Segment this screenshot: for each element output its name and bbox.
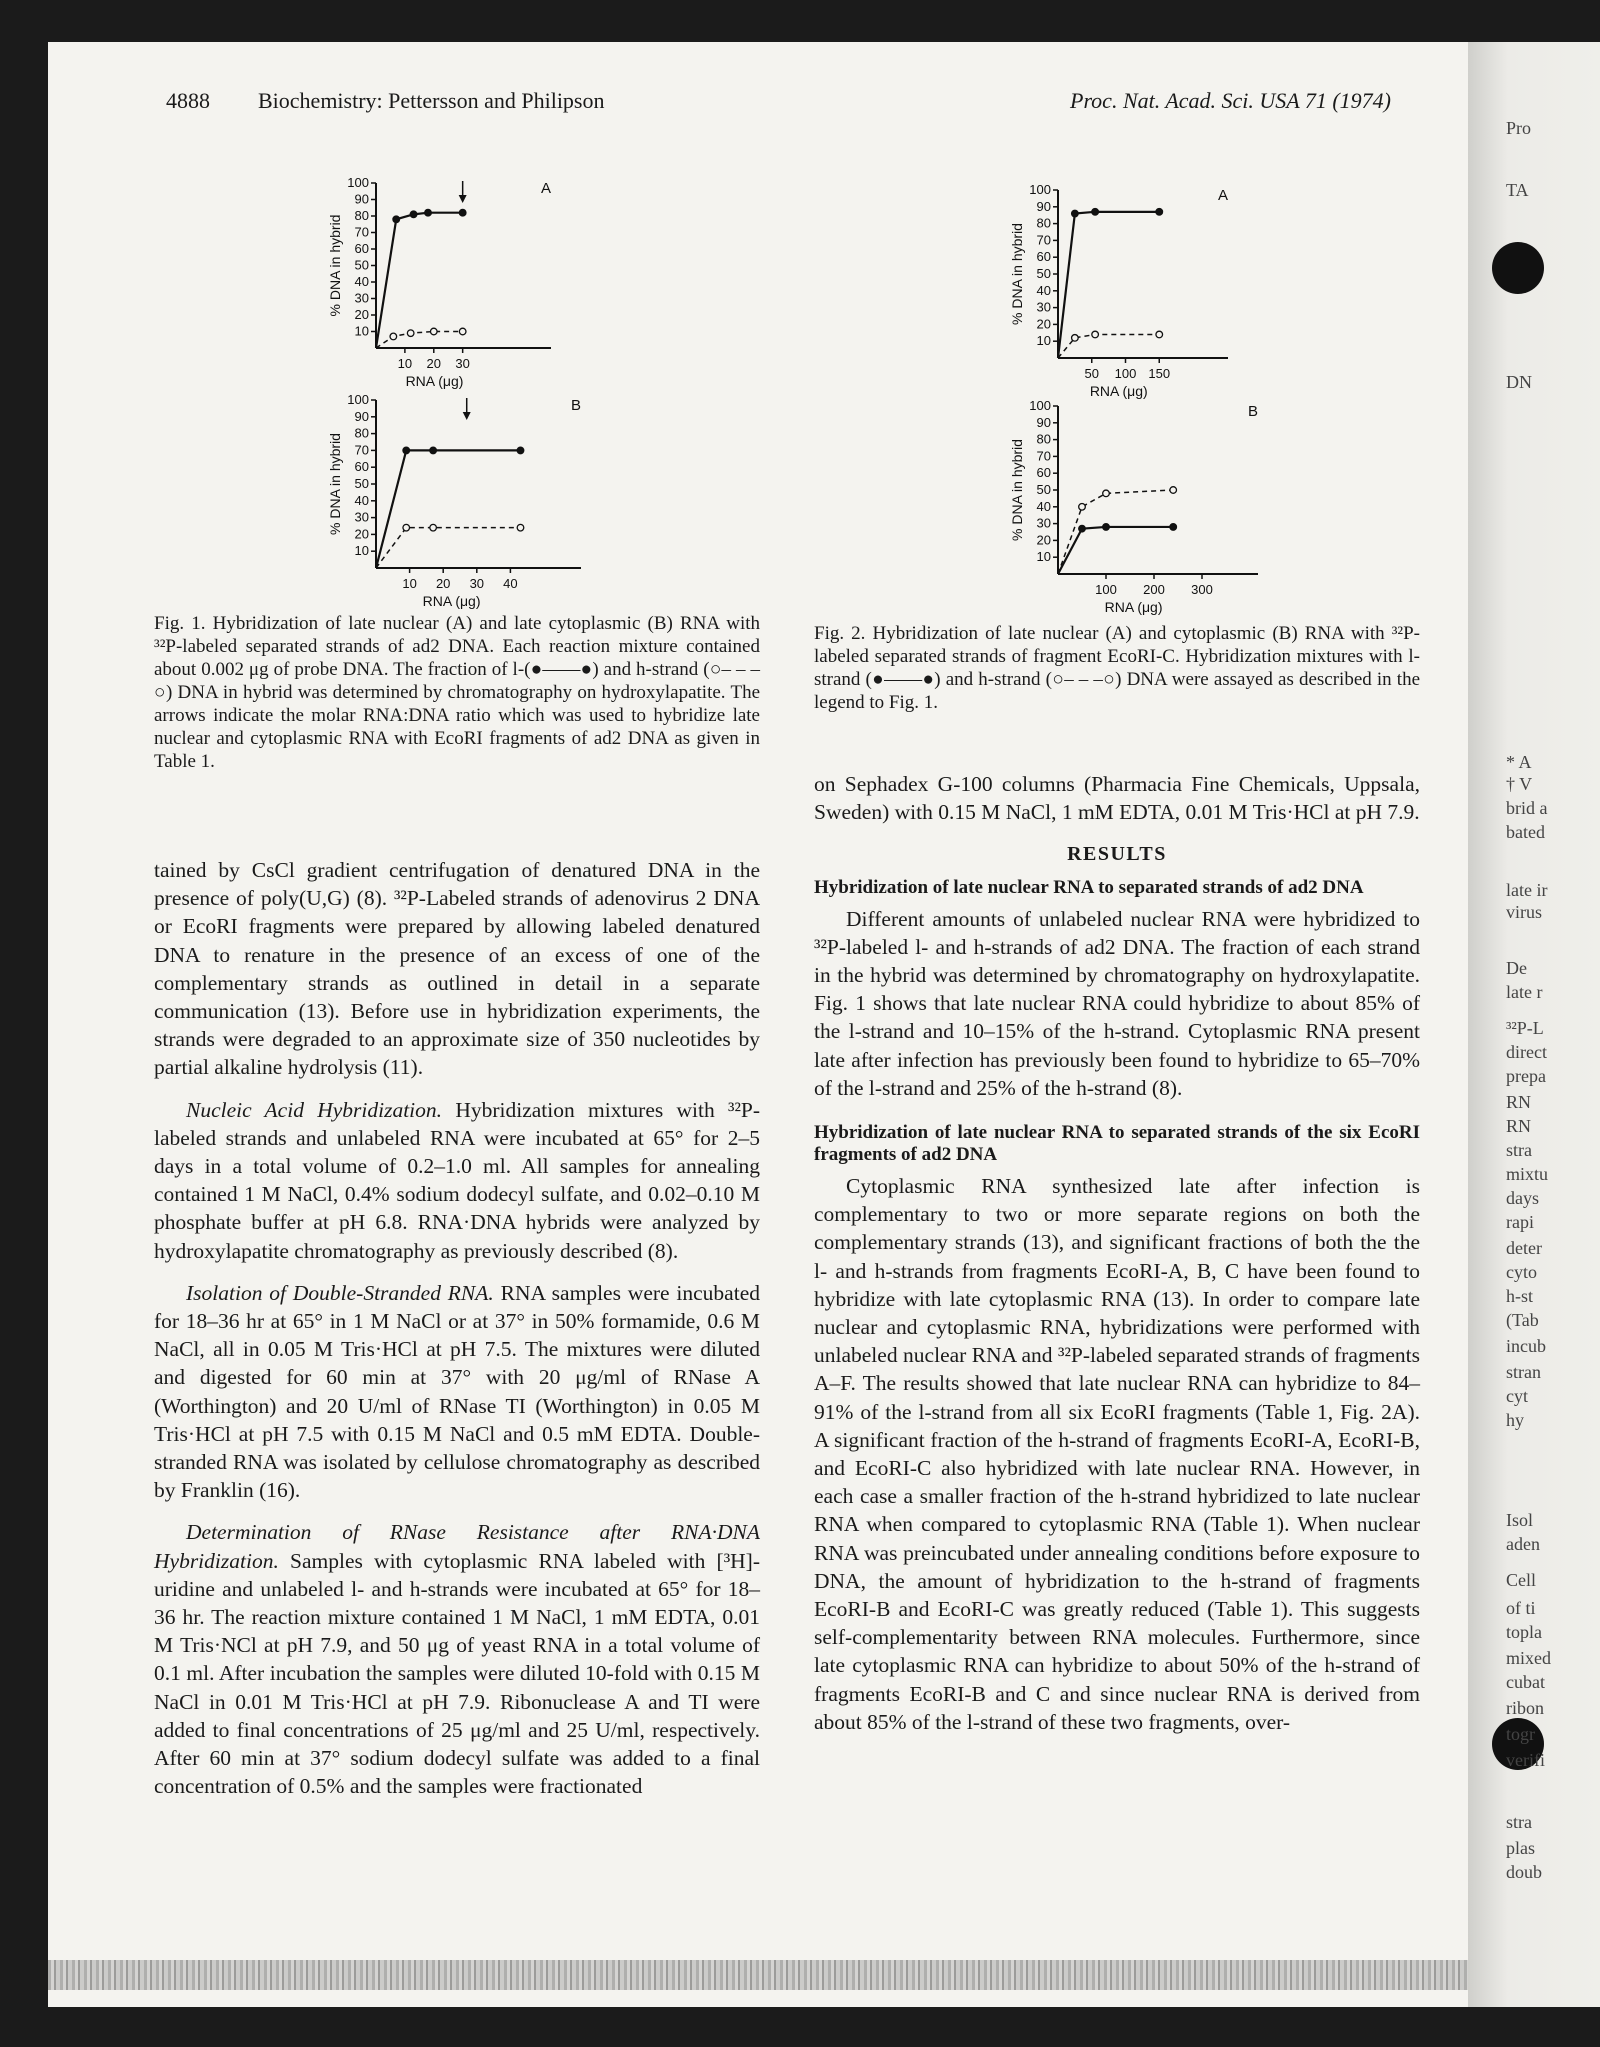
- h-strand-data-point: [403, 524, 410, 531]
- y-tick-label: 30: [1036, 515, 1051, 531]
- sliver-text-fragment: topla: [1506, 1622, 1542, 1642]
- y-tick-label: 80: [1036, 431, 1051, 447]
- y-tick-label: 40: [1036, 282, 1051, 298]
- y-tick-label: 10: [354, 323, 369, 339]
- y-tick-label: 40: [354, 274, 369, 289]
- y-tick-label: 50: [354, 476, 369, 491]
- x-tick-label: 100: [1114, 366, 1137, 381]
- l-strand-data-point: [403, 447, 410, 454]
- y-tick-label: 100: [1029, 398, 1051, 413]
- y-tick-label: 30: [354, 290, 369, 306]
- y-tick-label: 60: [354, 241, 369, 256]
- y-tick-label: 70: [1036, 232, 1051, 248]
- sliver-text-fragment: De: [1506, 958, 1527, 978]
- x-tick-label: 300: [1191, 582, 1213, 597]
- y-tick-label: 100: [347, 175, 369, 190]
- arrow-head: [459, 195, 467, 203]
- l-strand-data-point: [393, 216, 400, 223]
- left-column: [154, 856, 760, 1801]
- sliver-text-fragment: ribon: [1506, 1698, 1544, 1718]
- l-strand-data-point: [410, 211, 417, 218]
- x-axis-label: RNA (μg): [1089, 383, 1148, 399]
- y-tick-label: 60: [1036, 465, 1051, 481]
- sliver-text-fragment: stra: [1506, 1812, 1532, 1832]
- h-strand-series-line: [376, 528, 520, 568]
- page-number: 4888: [166, 88, 210, 113]
- h-strand-data-point: [1103, 490, 1110, 497]
- body-paragraph: Different amounts of unlabeled nuclear RNA were hybridized to ³²P-labeled l- and h-strands of ad2 DNA. The fraction of each strand in the hybrid was determined by chromatography on hydroxylapatite. Fig. 1 shows that late nuclear RNA could hybridize to about 85% of the l-strand and 10–15% of the h-strand. Cytoplasmic RNA present late after infection has previously been found to hybridize to 65–70% of the l-strand and 25% of the h-strand (8).: [814, 906, 1420, 1100]
- l-strand-series-line: [376, 213, 463, 348]
- l-strand-series-line: [376, 450, 520, 568]
- l-strand-data-point: [459, 209, 466, 216]
- sliver-text-fragment: doub: [1506, 1862, 1542, 1882]
- l-strand-data-point: [1170, 524, 1177, 531]
- sliver-text-fragment: virus: [1506, 902, 1542, 922]
- y-tick-label: 80: [354, 425, 369, 441]
- y-tick-label: 70: [1036, 448, 1051, 464]
- paragraph-title: Determination of RNase Resistance after RNA·DNA Hybridization.: [154, 1520, 760, 1573]
- x-tick-label: 30: [469, 576, 485, 591]
- figure-1a-chart: [318, 166, 568, 391]
- figure-2-caption: Fig. 2. Hybridization of late nuclear (A) and cytoplasmic (B) RNA with ³²P-labeled separated strands of fragment EcoRI-C. Hybridization mixtures with l-strand (●——●) and h-strand (○– – –○) DNA were assayed as described in the legend to Fig. 1.: [814, 623, 1420, 713]
- h-strand-data-point: [407, 330, 414, 337]
- panel-label: B: [571, 397, 582, 414]
- y-tick-label: 80: [354, 208, 369, 223]
- sliver-text-fragment: direct: [1506, 1042, 1547, 1062]
- figure-2b-chart: [1000, 394, 1260, 620]
- section-heading: RESULTS: [1067, 843, 1167, 866]
- y-tick-label: 20: [354, 526, 369, 542]
- arrow-head: [463, 412, 471, 420]
- sliver-text-fragment: † V: [1506, 774, 1533, 794]
- running-head-right: Proc. Nat. Acad. Sci. USA 71 (1974): [1070, 88, 1391, 113]
- sliver-text-fragment: mixtu: [1506, 1164, 1549, 1184]
- y-tick-label: 80: [1036, 215, 1051, 231]
- y-tick-label: 70: [354, 442, 369, 458]
- sliver-text-fragment: cyto: [1506, 1262, 1537, 1282]
- y-tick-label: 60: [354, 459, 369, 475]
- y-tick-label: 10: [1036, 333, 1051, 349]
- h-strand-data-point: [1072, 335, 1079, 342]
- x-tick-label: 10: [397, 356, 413, 371]
- sliver-text-fragment: RN: [1506, 1116, 1532, 1136]
- sliver-text-fragment: prepa: [1506, 1066, 1546, 1086]
- x-tick-label: 30: [455, 356, 470, 371]
- h-strand-data-point: [1156, 331, 1163, 338]
- sliver-text-fragment: days: [1506, 1188, 1539, 1208]
- h-strand-series-line: [376, 332, 463, 349]
- panel-label: A: [541, 180, 552, 197]
- y-tick-label: 10: [354, 543, 369, 559]
- sliver-text-fragment: late ir: [1506, 880, 1548, 900]
- l-strand-data-point: [1072, 210, 1079, 217]
- y-tick-label: 90: [1036, 198, 1051, 214]
- y-tick-label: 60: [1036, 249, 1051, 265]
- paragraph-title: Nucleic Acid Hybridization.: [186, 1097, 443, 1122]
- sliver-text-fragment: * A: [1506, 752, 1532, 772]
- y-tick-label: 20: [1036, 532, 1051, 548]
- y-tick-label: 10: [1036, 549, 1051, 565]
- h-strand-data-point: [430, 524, 437, 531]
- sliver-text-fragment: togr: [1506, 1724, 1535, 1744]
- punch-hole: [1492, 242, 1544, 294]
- h-strand-data-point: [517, 524, 524, 531]
- x-tick-label: 20: [435, 576, 451, 591]
- x-tick-label: 10: [402, 576, 417, 591]
- x-tick-label: 50: [1084, 366, 1099, 381]
- sliver-text-fragment: Isol: [1506, 1510, 1533, 1530]
- sliver-text-fragment: deter: [1506, 1238, 1542, 1258]
- sliver-text-fragment: RN: [1506, 1092, 1532, 1112]
- x-axis-label: RNA (μg): [422, 593, 481, 609]
- sliver-text-fragment: brid a: [1506, 798, 1548, 818]
- h-strand-data-point: [430, 328, 437, 335]
- figure-2a-chart: [1000, 170, 1240, 402]
- x-axis-label: RNA (μg): [405, 373, 464, 389]
- y-tick-label: 40: [354, 492, 369, 508]
- y-tick-label: 40: [1036, 498, 1051, 514]
- y-tick-label: 20: [354, 307, 369, 322]
- sliver-text-fragment: aden: [1506, 1534, 1540, 1554]
- sliver-text-fragment: late r: [1506, 982, 1543, 1002]
- x-axis-label: RNA (μg): [1104, 599, 1163, 615]
- sliver-text-fragment: hy: [1506, 1410, 1524, 1430]
- y-tick-label: 100: [347, 392, 369, 407]
- body-paragraph: Determination of RNase Resistance after RNA·DNA Hybridization. Samples with cytoplasmic RNA labeled with [³H]-uridine and unlabeled l- and h-strands were incubated at 65° for 18–36 hr. The reaction mixture contained 1 M NaCl, 1 mM EDTA, 0.01 M Tris·NCl at pH 7.9, and 50 μg of yeast RNA in a total volume of 0.1 ml. After incubation the samples were diluted 10-fold with 0.15 M NaCl in 0.01 M Tris·HCl at pH 7.9. Ribonuclease A and TI were added to final concentrations of 25 μg/ml and 25 U/ml, respectively. After 60 min at 37° sodium dodecyl sulfate was added to a final concentration of 0.5% and the samples were fractionated: [154, 1520, 760, 1799]
- sliver-text-fragment: mixed: [1506, 1648, 1551, 1668]
- l-strand-data-point: [517, 447, 524, 454]
- x-tick-label: 40: [503, 576, 518, 591]
- h-strand-series-line: [1058, 490, 1173, 574]
- y-axis-label: % DNA in hybrid: [1009, 439, 1025, 541]
- sliver-text-fragment: bated: [1506, 822, 1545, 842]
- x-tick-label: 100: [1095, 582, 1117, 597]
- body-paragraph: Isolation of Double-Stranded RNA. RNA samples were incubated for 18–36 hr at 65° in 1 M NaCl or at 37° in 50% formamide, 0.6 M NaCl, all in 0.05 M Tris·HCl at pH 7.5. The mixtures were diluted and digested for 60 min at 37° with 20 μg/ml of RNase A (Worthington) and 20 U/ml of RNase TI (Worthington) in 0.05 M Tris·HCl at pH 7.5 with 0.15 M NaCl and 0.5 mM EDTA. Double-stranded RNA was isolated by cellulose chromatography as described by Franklin (16).: [154, 1280, 760, 1503]
- x-tick-label: 150: [1148, 366, 1171, 381]
- sliver-text-fragment: TA: [1506, 180, 1529, 200]
- y-tick-label: 90: [1036, 414, 1051, 430]
- l-strand-data-point: [1156, 209, 1163, 216]
- subsection-heading: Hybridization of late nuclear RNA to separated strands of the six EcoRI fragments of ad2 DNA: [814, 1122, 1420, 1166]
- sliver-text-fragment: verifi: [1506, 1750, 1545, 1770]
- y-tick-label: 50: [1036, 266, 1051, 281]
- h-strand-data-point: [390, 333, 397, 340]
- sliver-text-fragment: incub: [1506, 1336, 1546, 1356]
- sliver-text-fragment: rapi: [1506, 1212, 1534, 1232]
- sliver-text-fragment: ³²P-L: [1506, 1018, 1544, 1038]
- body-paragraph: Nucleic Acid Hybridization. Hybridization mixtures with ³²P-labeled strands and unlabeled RNA were incubated at 65° for 2–5 days in a total volume of 0.2–1.0 ml. All samples for annealing contained 1 M NaCl, 0.4% sodium dodecyl sulfate, and 0.02–0.10 M phosphate buffer at pH 6.8. RNA·DNA hybrids were analyzed by hydroxylapatite chromatography as previously described (8).: [154, 1097, 761, 1263]
- sliver-text-fragment: plas: [1506, 1838, 1535, 1858]
- y-tick-label: 90: [354, 408, 369, 424]
- l-strand-data-point: [430, 447, 437, 454]
- sliver-text-fragment: Cell: [1506, 1570, 1536, 1590]
- l-strand-series-line: [1058, 527, 1173, 574]
- y-tick-label: 50: [354, 257, 369, 273]
- h-strand-data-point: [459, 328, 466, 335]
- sliver-text-fragment: stra: [1506, 1140, 1532, 1160]
- y-tick-label: 70: [354, 224, 369, 240]
- y-tick-label: 30: [354, 509, 369, 525]
- y-axis-label: % DNA in hybrid: [327, 433, 343, 535]
- subsection-heading: Hybridization of late nuclear RNA to separated strands of ad2 DNA: [814, 876, 1364, 898]
- figure-1-caption: Fig. 1. Hybridization of late nuclear (A) and late cytoplasmic (B) RNA with ³²P-labeled separated strands of ad2 DNA. Each reaction mixture contained about 0.002 μg of probe DNA. The fraction of l-(●——●) and h-strand (○– – –○) DNA in hybrid was determined by chromatography on hydroxylapatite. The arrows indicate the molar RNA:DNA ratio which was used to hybridize late nuclear and cytoplasmic RNA with EcoRI fragments of ad2 DNA as given in Table 1.: [154, 613, 760, 772]
- x-tick-label: 200: [1143, 582, 1165, 597]
- h-strand-data-point: [1170, 487, 1177, 494]
- sliver-text-fragment: cubat: [1506, 1672, 1545, 1692]
- sliver-text-fragment: stran: [1506, 1362, 1541, 1382]
- y-tick-label: 50: [1036, 482, 1051, 497]
- panel-label: B: [1248, 403, 1259, 420]
- sliver-text-fragment: Pro: [1506, 118, 1532, 138]
- scan-artifact-strip: [48, 1960, 1468, 1990]
- sliver-text-fragment: h-st: [1506, 1286, 1533, 1306]
- body-paragraph: Cytoplasmic RNA synthesized late after infection is complementary to two or more separate regions on both the complementary strands (13), and significant fractions of both the the l- and h-strands from fragments EcoRI-A, B, C have been found to hybridize with late cytoplasmic RNA (13). In order to compare late nuclear and cytoplasmic RNA, hybridizations were performed with unlabeled nuclear RNA and ³²P-labeled separated strands of fragments A–F. The results showed that late nuclear RNA can hybridize to 84–91% of the l-strand from all six EcoRI fragments (Table 1, Fig. 2A). A significant fraction of the h-strand of fragments EcoRI-A, EcoRI-B, and EcoRI-C also hybridized with late nuclear RNA. However, in each case a smaller fraction of the h-strand hybridized to late nuclear RNA when compared to cytoplasmic RNA (Table 1). When nuclear RNA was preincubated under annealing conditions before exposure to DNA, the amount of hybridization to the h-strand of fragments EcoRI-B and EcoRI-C was greatly reduced (Table 1). This suggests self-complementarity between RNA molecules. Furthermore, since late cytoplasmic RNA can hybridize to about 50% of the h-strand of fragments EcoRI-B and C and since nuclear RNA is derived from about 85% of the l-strand of these two fragments, over-: [814, 1174, 1420, 1734]
- y-axis-label: % DNA in hybrid: [1009, 223, 1025, 325]
- y-tick-label: 100: [1029, 182, 1051, 197]
- h-strand-data-point: [1092, 331, 1099, 338]
- h-strand-data-point: [1079, 504, 1086, 511]
- sliver-text-fragment: of ti: [1506, 1598, 1536, 1618]
- y-tick-label: 20: [1036, 316, 1051, 332]
- body-paragraph: tained by CsCl gradient centrifugation of denatured DNA in the presence of poly(U,G) (8). ³²P-Labeled strands of adenovirus 2 DNA or EcoRI fragments were prepared by allowing labeled denatured DNA to renature in the presence of an excess of one of the complementary strands as outlined in detail in a separate communication (13). Before use in hybridization experiments, the strands were degraded to an approximate size of 350 nucleotides by partial alkaline hydrolysis (11).: [154, 858, 760, 1080]
- sliver-text-fragment: cyt: [1506, 1386, 1528, 1406]
- l-strand-data-point: [425, 209, 432, 216]
- right-column: [814, 770, 1420, 1736]
- y-tick-label: 90: [354, 191, 369, 207]
- figure-1b-chart: [318, 382, 582, 618]
- x-tick-label: 20: [426, 356, 442, 371]
- running-head-left: Biochemistry: Pettersson and Philipson: [258, 88, 605, 113]
- sliver-text-fragment: DN: [1506, 372, 1532, 392]
- l-strand-data-point: [1092, 209, 1099, 216]
- sliver-text-fragment: (Tab: [1506, 1310, 1539, 1330]
- l-strand-data-point: [1103, 524, 1110, 531]
- panel-label: A: [1218, 187, 1229, 204]
- body-paragraph: on Sephadex G-100 columns (Pharmacia Fine Chemicals, Uppsala, Sweden) with 0.15 M NaCl, 1 mM EDTA, 0.01 M Tris·HCl at pH 7.9.: [814, 772, 1420, 825]
- y-tick-label: 30: [1036, 299, 1051, 315]
- paragraph-title: Isolation of Double-Stranded RNA.: [186, 1280, 494, 1305]
- l-strand-data-point: [1079, 525, 1086, 532]
- y-axis-label: % DNA in hybrid: [327, 214, 343, 317]
